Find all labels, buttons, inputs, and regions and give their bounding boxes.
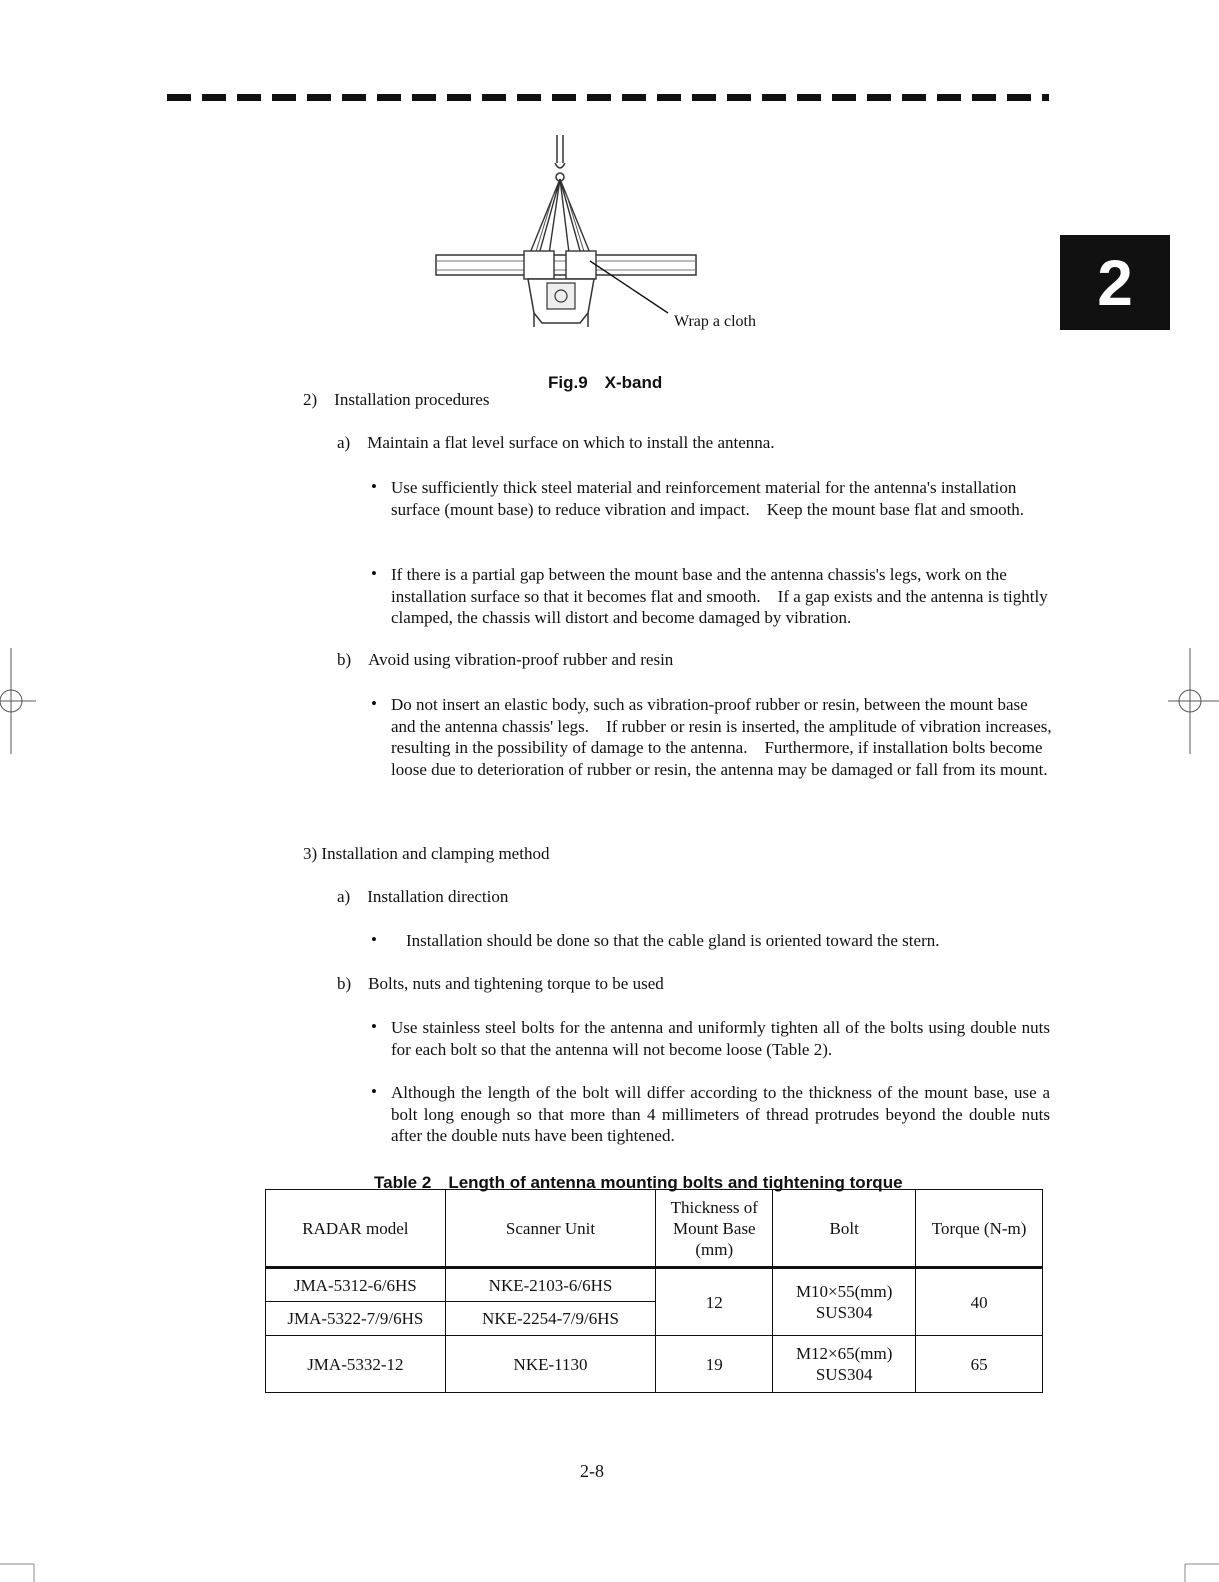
header-scanner-unit: Scanner Unit [445,1190,656,1268]
bullet-marker: • [371,694,377,713]
chapter-number: 2 [1097,246,1133,319]
bullet-marker: • [371,477,377,496]
bolt-torque-table [265,1189,1043,1393]
bullet-marker: • [371,1017,377,1036]
table-row [266,1268,1043,1302]
section-2b-bullet-1: Do not insert an elastic body, such as vibration-proof rubber or resin, between the mount base and the antenna chassis' legs. If rubber or resin is inserted, the amplitude of vibration increases, resulting in the possibility of damage to the antenna. Furthermore, if installation bolts become loose due to deterioration of rubber or resin, the antenna may be damaged or fall from its mount. [391,695,1052,779]
cell-torque: 65 [916,1336,1043,1393]
section-3a-label: a) Installation direction [337,887,509,906]
section-3b-bullet-1: Use stainless steel bolts for the antenna and uniformly tighten all of the bolts using double nuts for each bolt so that the antenna will not become loose (Table 2). [391,1018,1050,1059]
bullet-marker: • [371,1082,377,1101]
cell-bolt-size: M10×55(mm) [795,1282,893,1301]
table-caption: Table 2 Length of antenna mounting bolts and tightening torque [374,1173,903,1192]
header-bolt: Bolt [773,1190,916,1268]
cell-thickness: 12 [656,1268,773,1336]
figure-caption: Fig.9 X-band [548,373,663,392]
cell-thickness: 19 [656,1336,773,1393]
cell-bolt-material: SUS304 [815,1303,873,1322]
cell-bolt-size: M12×65(mm) [795,1344,893,1363]
bullet-marker: • [371,564,377,583]
figure-callout: Wrap a cloth [674,313,756,330]
cell-torque: 40 [916,1268,1043,1336]
section-2a-label: a) Maintain a flat level surface on which to install the antenna. [337,433,775,452]
section-2a-bullet-1: Use sufficiently thick steel material and reinforcement material for the antenna's installation surface (mount base) to reduce vibration and impact. Keep the mount base flat and smooth. [391,478,1025,519]
page-number: 2-8 [580,1461,604,1481]
header-dashed-rule [167,94,1049,101]
cell-scanner-unit: NKE-1130 [445,1336,656,1393]
section-2-heading: 2) Installation procedures [303,390,490,409]
header-radar-model: RADAR model [266,1190,446,1268]
cell-radar-model: JMA-5332-12 [266,1336,446,1393]
crop-mark-bottom-right [1183,1560,1219,1582]
antenna-lifting-illustration [430,133,720,333]
chapter-tab [1060,235,1170,330]
registration-mark-left [0,648,36,754]
cell-scanner-unit: NKE-2103-6/6HS [445,1268,656,1302]
section-2b-label: b) Avoid using vibration-proof rubber and resin [337,650,674,669]
table-header-row [266,1190,1043,1268]
cell-radar-model: JMA-5322-7/9/6HS [266,1302,446,1336]
cell-bolt-material: SUS304 [815,1365,873,1384]
section-2a-bullet-2: If there is a partial gap between the mount base and the antenna chassis's legs, work on the installation surface so that it becomes flat and smooth. If a gap exists and the antenna is tightly clamped, the chassis will distort and become damaged by vibration. [391,565,1048,627]
bullet-marker: • [371,930,377,949]
cell-scanner-unit: NKE-2254-7/9/6HS [445,1302,656,1336]
cell-bolt [773,1336,916,1393]
section-3a-bullet-1: Installation should be done so that the cable gland is oriented toward the stern. [406,931,940,950]
crop-mark-bottom-left [0,1560,36,1582]
registration-mark-right [1168,648,1219,754]
header-torque: Torque (N-m) [916,1190,1043,1268]
header-thickness: Thickness of Mount Base (mm) [656,1190,773,1268]
cell-bolt [773,1268,916,1336]
cell-radar-model: JMA-5312-6/6HS [266,1268,446,1302]
section-3b-bullet-2: Although the length of the bolt will differ according to the thickness of the mount base, use a bolt long enough so that more than 4 millimeters of thread protrudes beyond the double nuts after the double nuts have been tightened. [391,1083,1050,1145]
section-3-heading: 3) Installation and clamping method [303,844,550,863]
table-row [266,1336,1043,1393]
section-3b-label: b) Bolts, nuts and tightening torque to be used [337,974,664,993]
